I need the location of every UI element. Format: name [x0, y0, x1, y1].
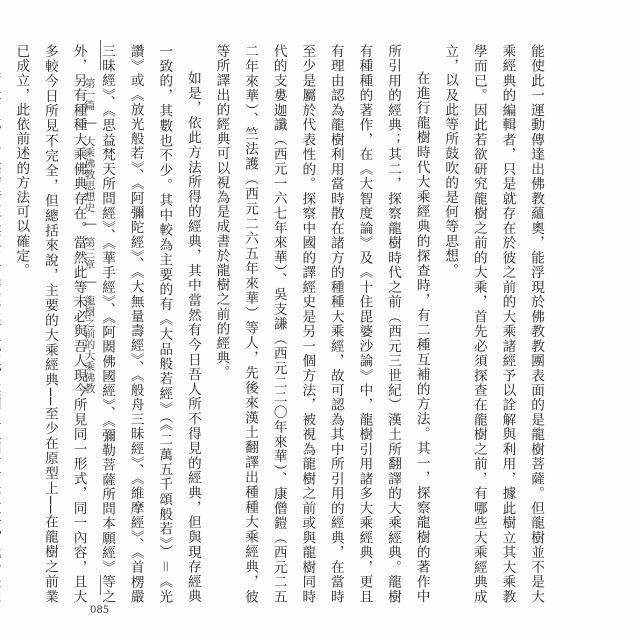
header-chapter-title: 龍樹之前的大乘佛教 [83, 294, 96, 394]
header-chapter: 第三章 [83, 237, 96, 271]
header-separator: │ [83, 119, 96, 127]
header-book-title: 大乘佛教思想史 [83, 135, 96, 213]
paragraph: 如是，依此方法所得的經典，其中當然有今日吾人所不得見的經典，但與現存經典一致的，其數也不少。其中較為主要的有《大品般若經》（《二萬五千頌般若》）＝《光讚》或《放光般若》、《阿彌陀經》、《大無量壽經》、《般舟三昧經》、《維摩經》、《首楞嚴三昧經》、《思益梵天所問經》、《華手經》、《阿閦佛國經》、《彌勒菩薩所問本願經》等之外，另有種種大乘佛典存在。當然此等未必與吾人現今所見同一形式，同一內容，且大多較今日所見不完全，但總括來說，主要的大乘經典──至少在原型上──在龍樹之前業已成立，此依前述的方法可以確定。 [13, 44, 201, 604]
paragraph: 在進行龍樹時代大乘經典的探查時，有二種互補的方法。其一，探察龍樹的著作中所引用的經典；其二，探察龍樹時代之前（西元三世紀）漢土所翻譯的大乘經典。龍樹有種種的著作，在《大智度論》及《十住毘婆沙論》中，龍樹引用諸多大乘經典，更且有理由認為龍樹利用當時散在諸方的種種大乘經，故可認為其中所引用的經典，在當時至少是屬於代表性的。探察中國的譯經史是另一個方法，被視為龍樹之前或與龍樹同時代的支婁迦讖（西元一六七年來華）、吳支謙（西元二二〇年來華）、康僧鎧（西元二五二年來華）、竺法護（西元二六五年來華）等人，先後來漢土翻譯出種種大乘經典，彼等所譯出的經典可以視為是成書於龍樹之前的經典。 [213, 44, 430, 604]
page-number: 085 [90, 605, 110, 616]
paragraph: 能使此一運動傳達出佛教蘊奧，能浮現於佛教教團表面的是龍樹菩薩。但龍樹並不是大乘經典的編輯者，只是就存在於彼之前的大乘諸經予以詮解與利用，據此樹立其大乘教學而已。因此若欲研究龍樹之前的大乘，首先必須探查在龍樹之前，有哪些大乘經典成立，以及此等所鼓吹的是何等思想。 [442, 44, 544, 604]
header-part: 第一篇 [83, 78, 96, 111]
paragraph [0, 44, 7, 604]
header-separator: │ [83, 278, 96, 286]
header-separator: │ [83, 221, 96, 229]
